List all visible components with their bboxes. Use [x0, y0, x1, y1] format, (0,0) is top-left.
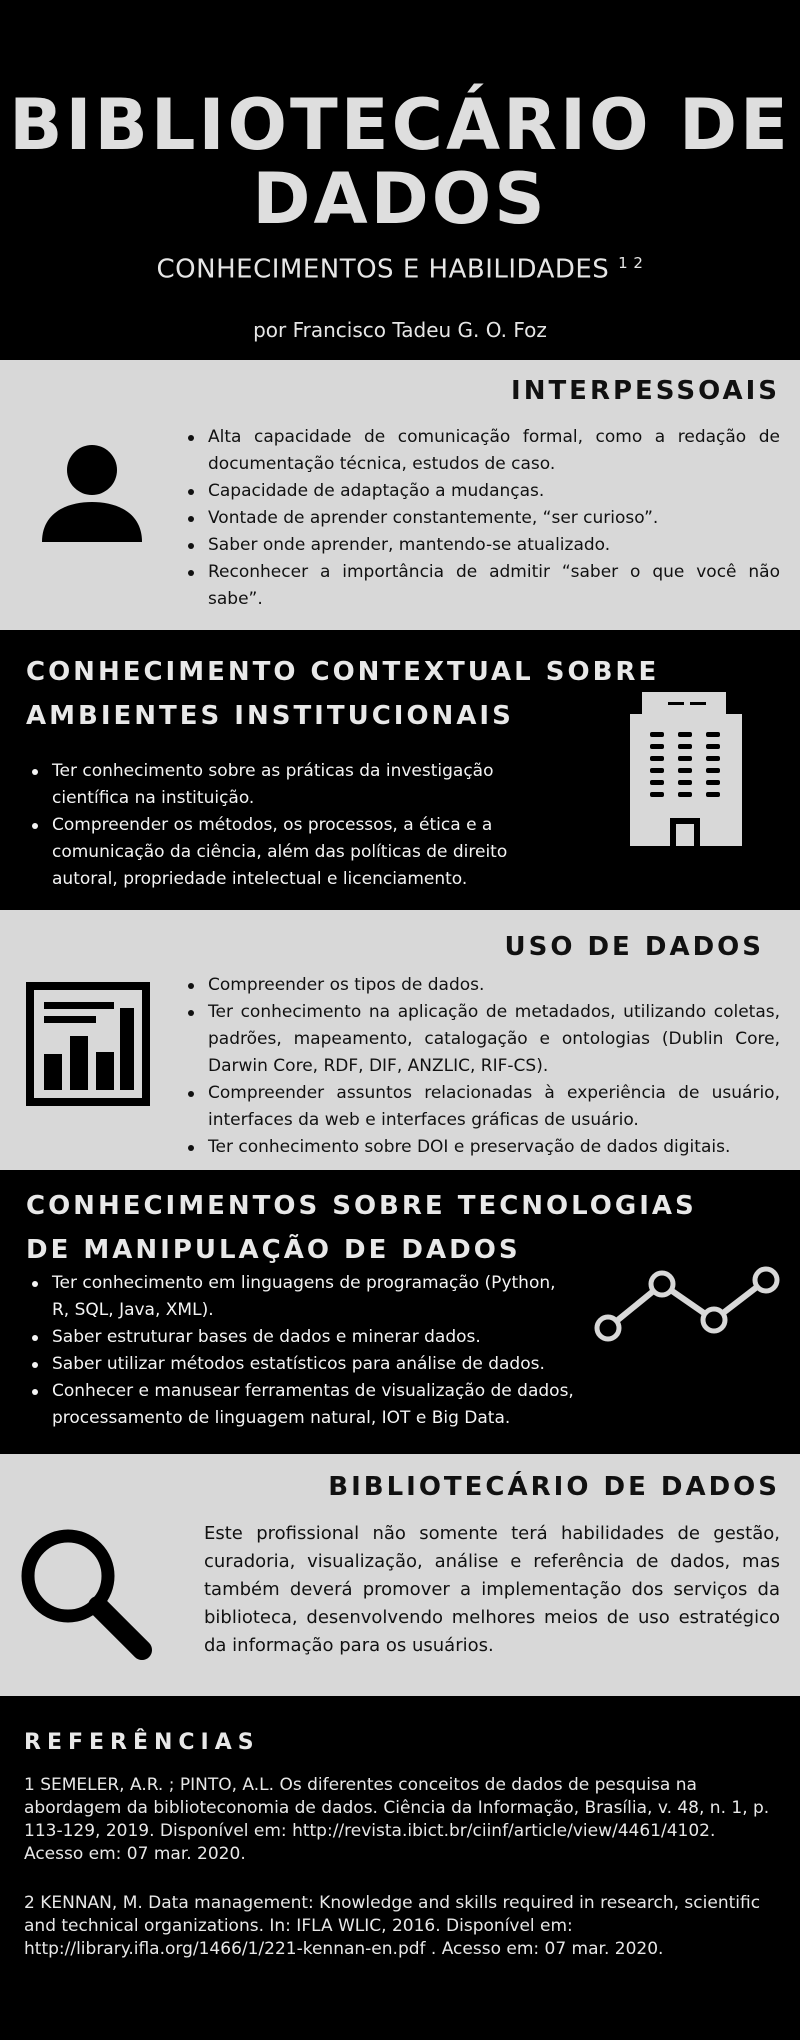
section-heading-referencias: REFERÊNCIAS [24, 1730, 260, 1755]
list-item: Saber onde aprender, mantendo-se atualizado. [186, 532, 780, 559]
section-heading-uso: USO DE DADOS [504, 932, 764, 962]
section-interpessoais [0, 360, 800, 630]
author-line: por Francisco Tadeu G. O. Foz [253, 318, 547, 342]
contextual-list [30, 758, 550, 893]
subtitle-refs: 1 2 [618, 254, 644, 272]
tecnologias-list [30, 1270, 630, 1432]
bibliotecario-text: Este profissional não somente terá habilidades de gestão, curadoria, visualização, análise e referência de dados, mas também deverá promover a implementação dos serviços da biblioteca, desenvolvendo melhores meios de uso estratégico da informação para os usuários. [204, 1523, 780, 1656]
list-item: Vontade de aprender constantemente, “ser curioso”. [186, 505, 780, 532]
heading-line1: CONHECIMENTOS SOBRE TECNOLOGIAS [26, 1191, 697, 1221]
person-icon [40, 440, 144, 548]
list-item: Capacidade de adaptação a mudanças. [186, 478, 780, 505]
section-heading-bibliotecario: BIBLIOTECÁRIO DE DADOS [328, 1472, 780, 1502]
section-referencias [0, 1696, 800, 2040]
bar-chart-icon [26, 982, 150, 1110]
page-title [0, 84, 800, 240]
section-tecnologias [0, 1170, 800, 1454]
list-item: Conhecer e manusear ferramentas de visualização de dados, processamento de linguagem natural, IOT e Big Data. [30, 1378, 630, 1432]
list-item: Ter conhecimento sobre DOI e preservação de dados digitais. [186, 1134, 780, 1161]
heading-line2: DE MANIPULAÇÃO DE DADOS [26, 1235, 521, 1265]
building-icon [628, 692, 744, 852]
section-heading-contextual [26, 650, 659, 738]
section-heading-interpessoais: INTERPESSOAIS [511, 376, 780, 406]
subtitle-text: CONHECIMENTOS E HABILIDADES [156, 254, 610, 285]
list-item: Compreender os métodos, os processos, a ética e a comunicação da ciência, além das políticas de direito autoral, propriedade intelectual e licenciamento. [30, 812, 550, 893]
section-contextual [0, 630, 800, 910]
list-item: Ter conhecimento em linguagens de programação (Python, R, SQL, Java, XML). [30, 1270, 572, 1324]
section-heading-tecnologias [26, 1184, 697, 1272]
uso-list [186, 972, 780, 1161]
reference-item: 1 SEMELER, A.R. ; PINTO, A.L. Os diferentes conceitos de dados de pesquisa na abordagem da biblioteconomia de dados. Ciência da Informação, Brasília, v. 48, n. 1, p. 113-129, 2019. Disponível em: http://revista.ibict.br/ciinf/article/view/4461/4102. Acesso em: 07 mar. 2020. [24, 1775, 770, 1864]
page-title-line1: BIBLIOTECÁRIO DE [9, 84, 791, 166]
list-item: Saber utilizar métodos estatísticos para análise de dados. [30, 1351, 630, 1378]
list-item: Ter conhecimento sobre as práticas da investigação científica na instituição. [30, 758, 550, 812]
heading-line2: AMBIENTES INSTITUCIONAIS [26, 701, 514, 731]
header-section [0, 0, 800, 360]
heading-line1: CONHECIMENTO CONTEXTUAL SOBRE [26, 657, 660, 687]
list-item: Compreender os tipos de dados. [186, 972, 780, 999]
list-item: Ter conhecimento na aplicação de metadados, utilizando coletas, padrões, mapeamento, catalogação e ontologias (Dublin Core, Darwin Core, RDF, DIF, ANZLIC, RIF-CS). [186, 999, 780, 1080]
reference-item: 2 KENNAN, M. Data management: Knowledge and skills required in research, scientific and technical organizations. In: IFLA WLIC, 2016. Disponível em: http://library.ifla.org/1466/1/221-kennan-en.pdf . Acesso em: 07 mar. 2020. [24, 1893, 761, 1959]
section-uso-de-dados [0, 910, 800, 1170]
magnifier-icon [14, 1522, 154, 1666]
section-bibliotecario [0, 1454, 800, 1696]
list-item: Reconhecer a importância de admitir “saber o que você não sabe”. [186, 559, 780, 613]
list-item: Saber estruturar bases de dados e minerar dados. [30, 1324, 630, 1351]
interpessoais-list [186, 424, 780, 613]
list-item: Alta capacidade de comunicação formal, como a redação de documentação técnica, estudos de caso. [186, 424, 780, 478]
page-title-line2: DADOS [252, 158, 548, 240]
list-item: Compreender assuntos relacionadas à experiência de usuário, interfaces da web e interfaces gráficas de usuário. [186, 1080, 780, 1134]
page-subtitle [0, 254, 800, 285]
